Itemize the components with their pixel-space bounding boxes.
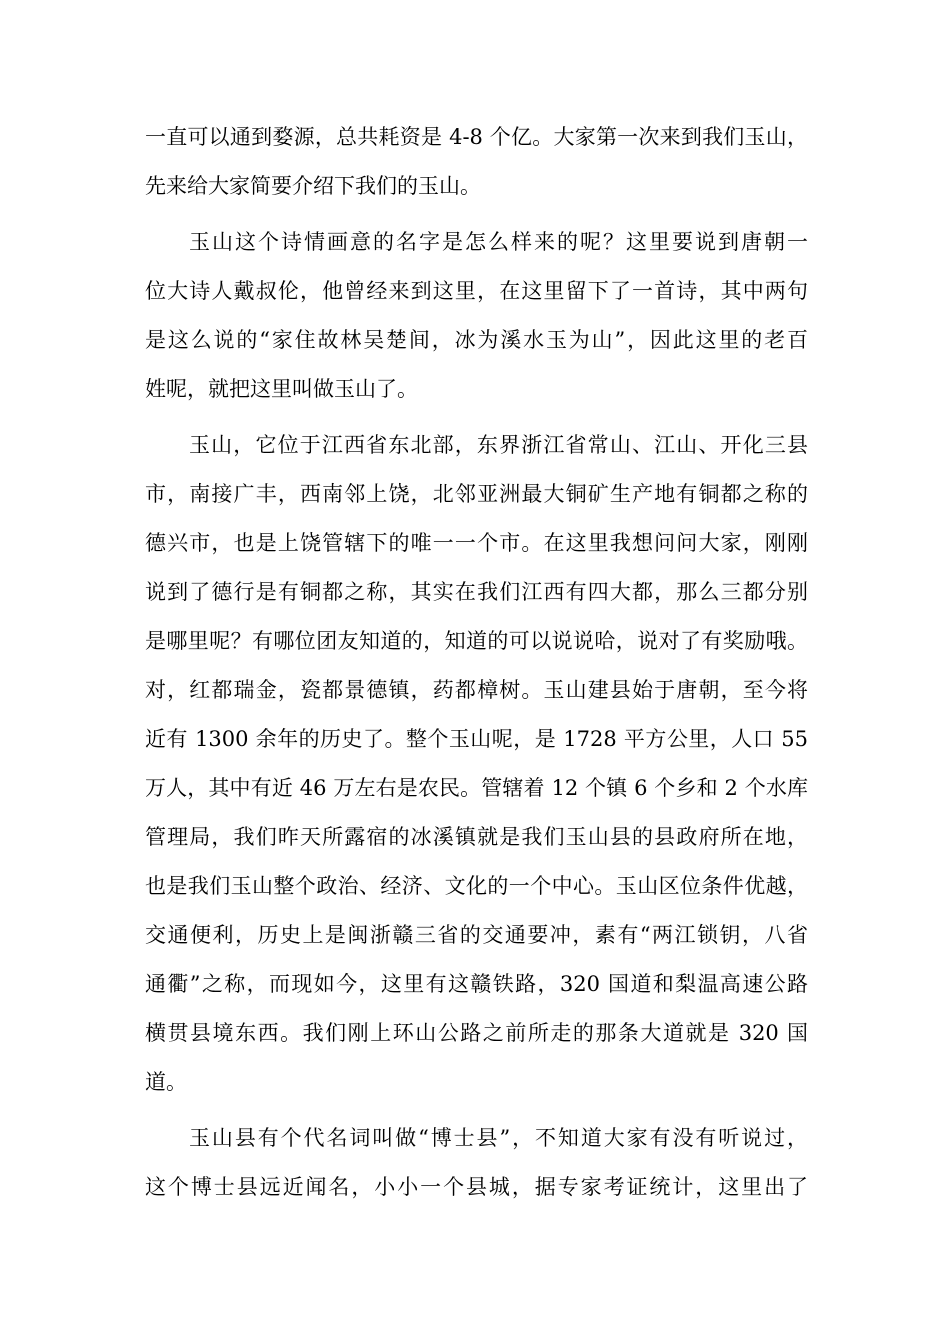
paragraph-4 xyxy=(145,1114,808,1212)
text-line: 玉山这个诗情画意的名字是怎么样来的呢？这里要说到唐朝一 xyxy=(189,230,808,254)
text-line: 对，红都瑞金，瓷都景德镇，药都樟树。玉山建县始于唐朝，至今将 xyxy=(145,678,808,702)
text-line: 姓呢，就把这里叫做玉山了。 xyxy=(145,377,418,401)
text-line: 说到了德行是有铜都之称，其实在我们江西有四大都，那么三都分别 xyxy=(145,580,808,604)
text-line: 也是我们玉山整个政治、经济、文化的一个中心。玉山区位条件优越， xyxy=(145,874,808,898)
text-line: 先来给大家简要介绍下我们的玉山。 xyxy=(145,174,481,198)
text-line: 德兴市，也是上饶管辖下的唯一一个市。在这里我想问问大家，刚刚 xyxy=(145,531,808,555)
text-line: 玉山，它位于江西省东北部，东界浙江省常山、江山、开化三县 xyxy=(189,433,808,457)
paragraph-2 xyxy=(145,218,808,414)
text-line: 管理局，我们昨天所露宿的冰溪镇就是我们玉山县的县政府所在地， xyxy=(145,825,808,849)
text-line: 万人，其中有近 46 万左右是农民。管辖着 12 个镇 6 个乡和 2 个水库 xyxy=(145,776,808,800)
text-line: 这个博士县远近闻名，小小一个县城，据专家考证统计，这里出了 xyxy=(145,1175,808,1199)
text-line: 是哪里呢？有哪位团友知道的，知道的可以说说哈，说对了有奖励哦。 xyxy=(145,629,808,653)
text-line: 横贯县境东西。我们刚上环山公路之前所走的那条大道就是 320 国 xyxy=(145,1021,808,1045)
text-line: 近有 1300 余年的历史了。整个玉山呢，是 1728 平方公里，人口 55 xyxy=(145,727,808,751)
text-line: 交通便利，历史上是闽浙赣三省的交通要冲，素有“两江锁钥，八省 xyxy=(145,923,808,947)
document-body xyxy=(145,113,808,1219)
text-line: 道。 xyxy=(145,1070,187,1094)
paragraph-1 xyxy=(145,113,808,211)
paragraph-3 xyxy=(145,421,808,1107)
text-line: 位大诗人戴叔伦，他曾经来到这里，在这里留下了一首诗，其中两句 xyxy=(145,279,808,303)
text-line: 市，南接广丰，西南邻上饶，北邻亚洲最大铜矿生产地有铜都之称的 xyxy=(145,482,808,506)
text-line: 玉山县有个代名词叫做“博士县”，不知道大家有没有听说过， xyxy=(189,1126,808,1150)
text-line: 是这么说的“家住故林吴楚间，冰为溪水玉为山”，因此这里的老百 xyxy=(145,328,808,352)
text-line: 一直可以通到婺源，总共耗资是 4-8 个亿。大家第一次来到我们玉山， xyxy=(145,125,808,149)
text-line: 通衢”之称，而现如今，这里有这赣铁路，320 国道和梨温高速公路 xyxy=(145,972,808,996)
